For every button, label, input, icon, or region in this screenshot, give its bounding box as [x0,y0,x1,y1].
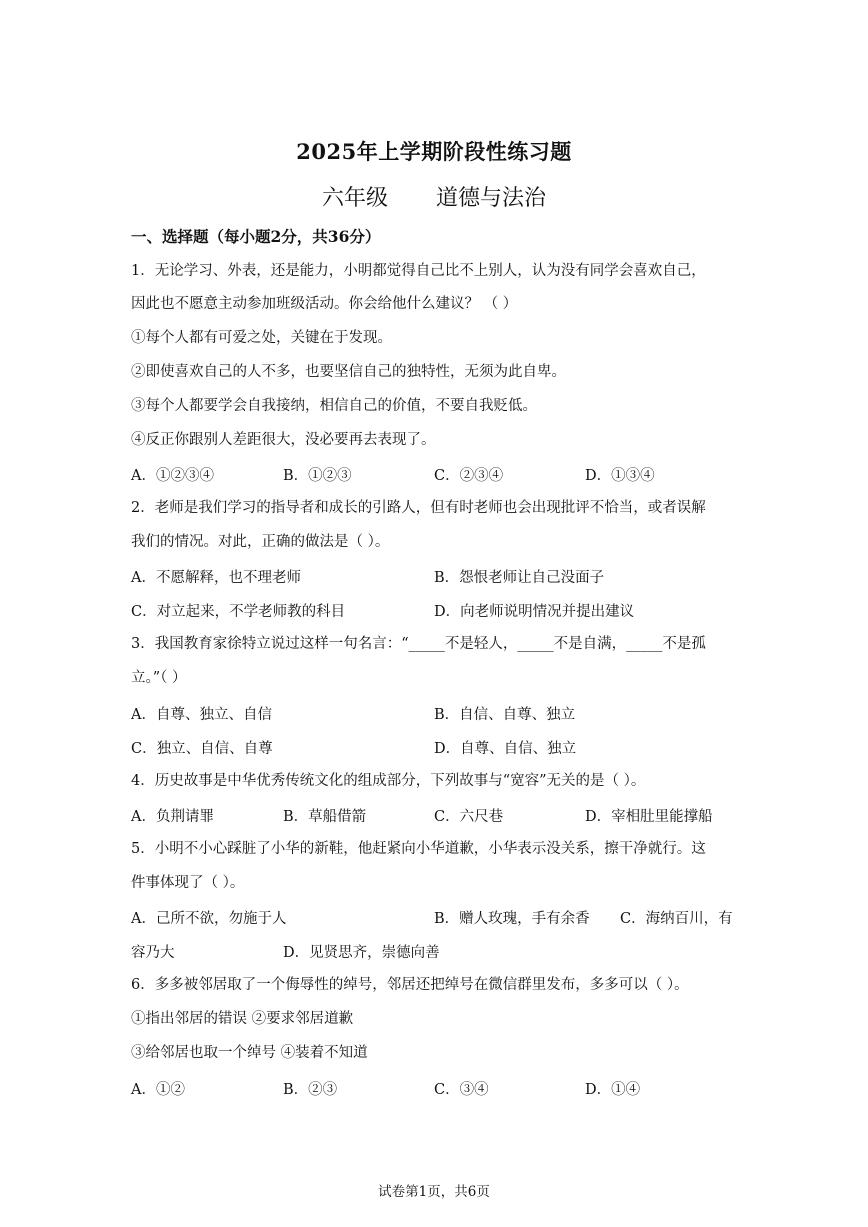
q6-option-d: D．①④ [585,1082,641,1098]
q6-items-line2: ③给邻居也取一个绰号 ④装着不知道 [131,1045,368,1061]
q1-stem-line1: 1．无论学习、外表，还是能力，小明都觉得自己比不上别人，认为没有同学会喜欢自己， [131,263,706,279]
q2-stem-line1: 2．老师是我们学习的指导者和成长的引路人，但有时老师也会出现批评不恰当，或者误解 [131,500,706,516]
q5-option-c: C．海纳百川，有 [620,911,733,927]
q5-option-a: A．己所不欲，勿施于人 [131,911,287,927]
q4-option-a: A．负荆请罪 [131,809,214,825]
q4-option-b: B．草船借箭 [283,809,367,825]
q6-stem-line1: 6．多多被邻居取了一个侮辱性的绰号，邻居还把绰号在微信群里发布，多多可以（ ）。 [131,977,689,993]
q6-option-a: A．①② [131,1082,185,1098]
q2-option-d: D．向老师说明情况并提出建议 [434,604,635,620]
q3-option-b: B．自信、自尊、独立 [434,707,576,723]
subject-label: 道德与法治 [436,186,547,211]
q2-stem-line2: 我们的情况。对此，正确的做法是（ ）。 [131,534,390,550]
grade-label: 六年级 [321,186,388,211]
section-heading: 一、选择题（每小题2分，共36分） [131,227,381,246]
q1-item4: ④反正你跟别人差距很大，没必要再去表现了。 [131,432,436,448]
q1-item2: ②即使喜欢自己的人不多，也要坚信自己的独特性，无须为此自卑。 [131,364,566,380]
q3-option-c: C．独立、自信、自尊 [131,741,273,757]
exam-subtitle [0,181,868,212]
q5-option-d: D．见贤思齐，崇德向善 [283,945,440,961]
q3-stem-line1: 3．我国教育家徐特立说过这样一句名言：“_____不是轻人，_____不是自满，_____不是孤 [131,636,706,652]
q1-option-c: C．②③④ [434,468,504,484]
q6-items-line1: ①指出邻居的错误 ②要求邻居道歉 [131,1011,354,1027]
q1-option-a: A．①②③④ [131,468,214,484]
q5-stem-line2: 件事体现了（ ）。 [131,875,245,891]
exam-title: 2025年上学期阶段性练习题 [296,139,572,164]
q3-option-d: D．自尊、自信、独立 [434,741,577,757]
q5-stem-line1: 5．小明不小心踩脏了小华的新鞋，他赶紧向小华道歉，小华表示没关系，擦干净就行。这 [131,841,706,857]
q6-option-c: C．③④ [434,1082,489,1098]
q3-option-a: A．自尊、独立、自信 [131,707,272,723]
q1-stem-line2: 因此也不愿意主动参加班级活动。你会给他什么建议？ （ ） [131,296,518,312]
q1-item3: ③每个人都要学会自我接纳，相信自己的价值，不要自我贬低。 [131,398,537,414]
q2-option-b: B．怨恨老师让自己没面子 [434,570,605,586]
page-footer: 试卷第1页，共6页 [378,1184,490,1200]
q2-option-c: C．对立起来，不学老师教的科目 [131,604,346,620]
q4-option-d: D．宰相肚里能撑船 [585,809,713,825]
q4-option-c: C．六尺巷 [434,809,504,825]
q1-option-b: B．①②③ [283,468,352,484]
q1-item1: ①每个人都有可爱之处，关键在于发现。 [131,330,392,346]
q1-option-d: D．①③④ [585,468,655,484]
q2-option-a: A．不愿解释，也不理老师 [131,570,301,586]
q5-option-c-continued: 容乃大 [131,945,175,961]
q4-stem-line1: 4．历史故事是中华优秀传统文化的组成部分，下列故事与“宽容”无关的是（ ）。 [131,773,646,789]
q3-stem-line2: 立。”（ ） [131,670,187,686]
q6-option-b: B．②③ [283,1082,338,1098]
q5-option-b: B．赠人玫瑰，手有余香 [434,911,590,927]
